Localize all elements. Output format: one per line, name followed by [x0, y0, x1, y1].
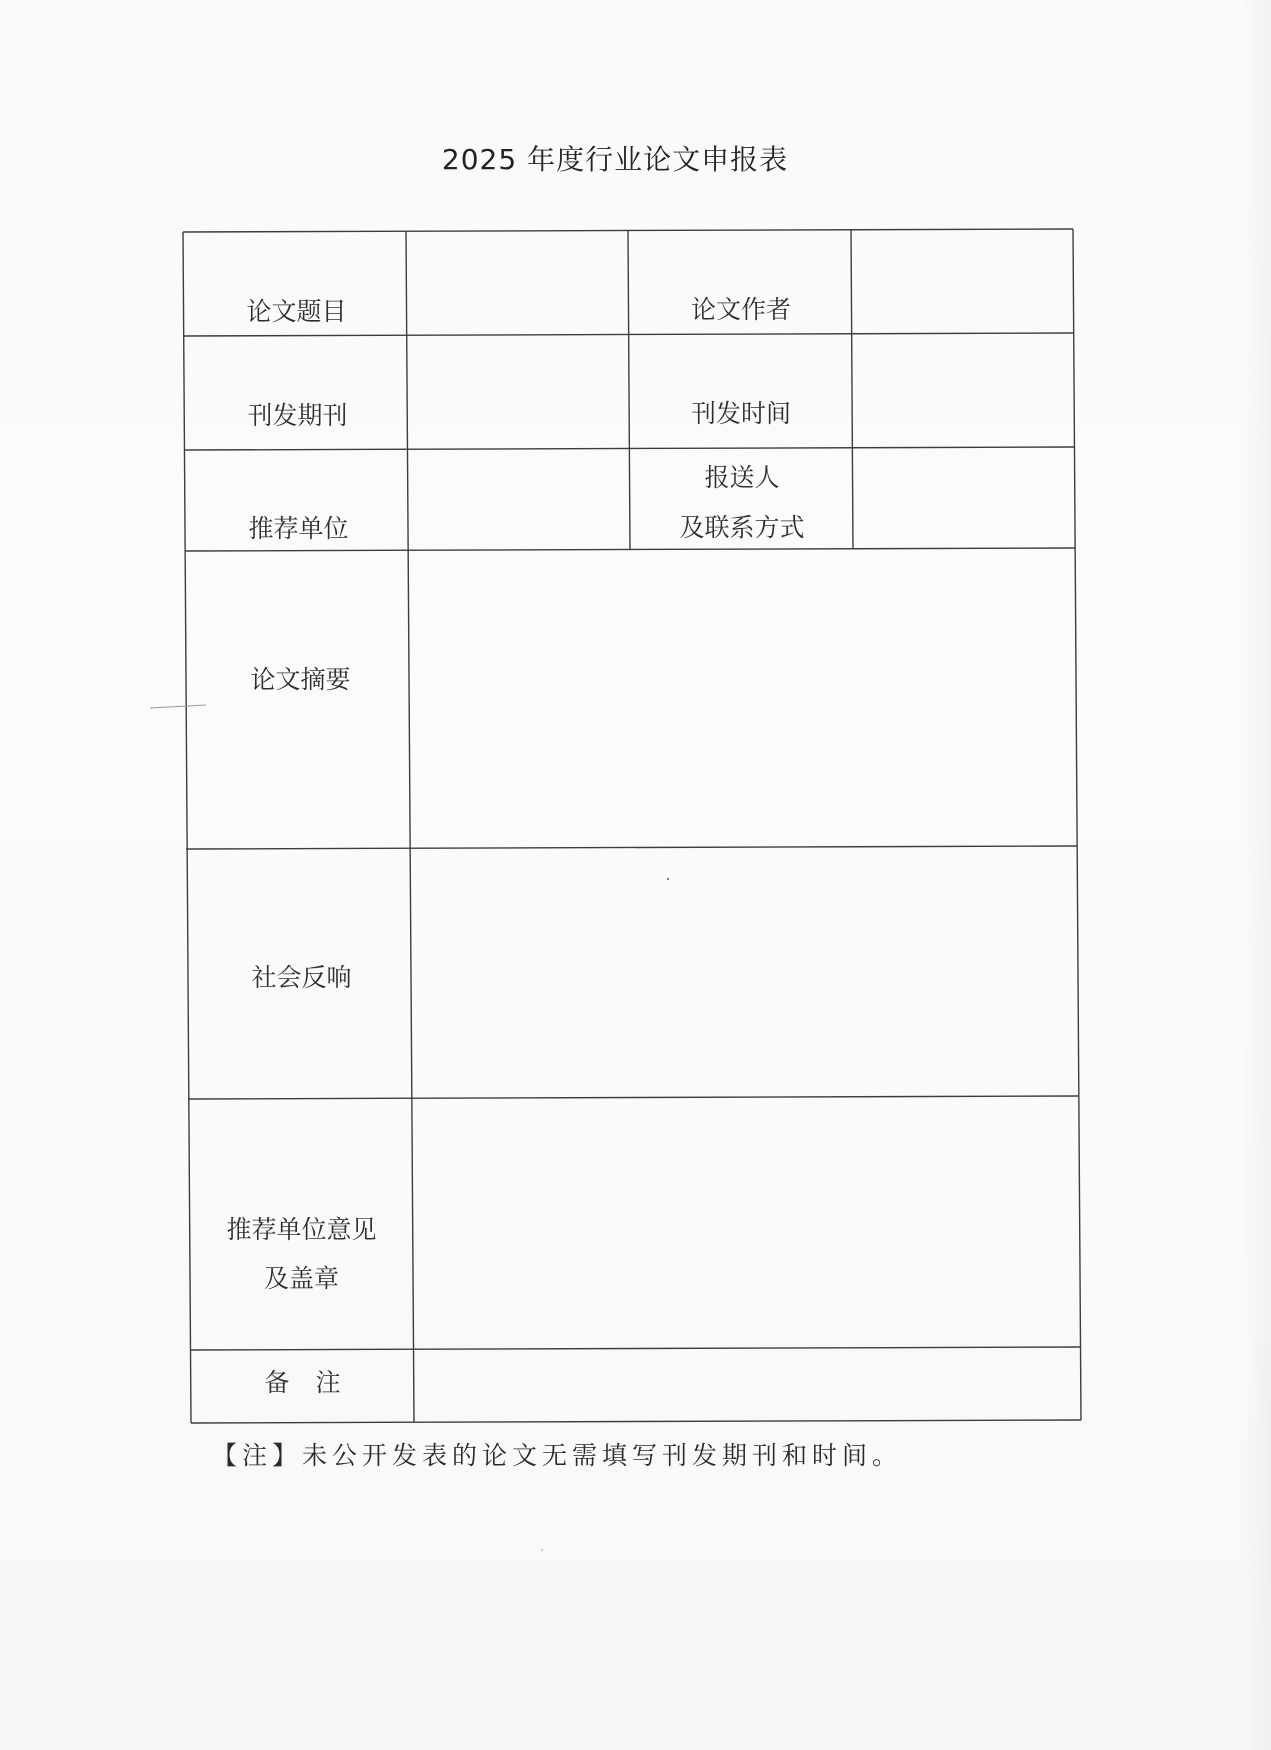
- abstract-label: 论文摘要: [250, 665, 351, 694]
- social-impact-label: 社会反响: [251, 963, 352, 992]
- paper-title-input-cell[interactable]: [408, 233, 628, 333]
- publish-time-label: 刊发时间: [690, 399, 791, 428]
- publish-time-input-cell[interactable]: [853, 335, 1074, 445]
- remarks-label: 备注: [264, 1368, 367, 1397]
- submitter-label-line2: 及联系方式: [679, 513, 805, 542]
- document-title: 2025 年度行业论文申报表: [441, 143, 789, 176]
- submitter-label-line1: 报送人: [704, 463, 780, 492]
- recommending-unit-input-cell[interactable]: [410, 451, 629, 547]
- scan-speck: [541, 1549, 543, 1551]
- abstract-input-cell[interactable]: [412, 552, 1075, 844]
- paper-author-input-cell[interactable]: [853, 231, 1073, 331]
- journal-label: 刊发期刊: [247, 401, 348, 430]
- unit-opinion-input-cell[interactable]: [414, 1100, 1078, 1345]
- scan-speck: [667, 878, 669, 880]
- paper-author-label: 论文作者: [690, 295, 791, 324]
- recommending-unit-label: 推荐单位: [248, 514, 349, 543]
- journal-input-cell[interactable]: [409, 337, 629, 447]
- unit-opinion-label-line1: 推荐单位意见: [226, 1215, 377, 1244]
- paper-title-label: 论文题目: [246, 297, 347, 326]
- submitter-input-cell[interactable]: [854, 449, 1074, 545]
- remarks-input-cell[interactable]: [415, 1351, 1080, 1419]
- unit-opinion-label-line2: 及盖章: [263, 1264, 339, 1293]
- footnote: 【注】未公开发表的论文无需填写刊发期刊和时间。: [212, 1441, 903, 1470]
- social-impact-input-cell[interactable]: [413, 850, 1077, 1094]
